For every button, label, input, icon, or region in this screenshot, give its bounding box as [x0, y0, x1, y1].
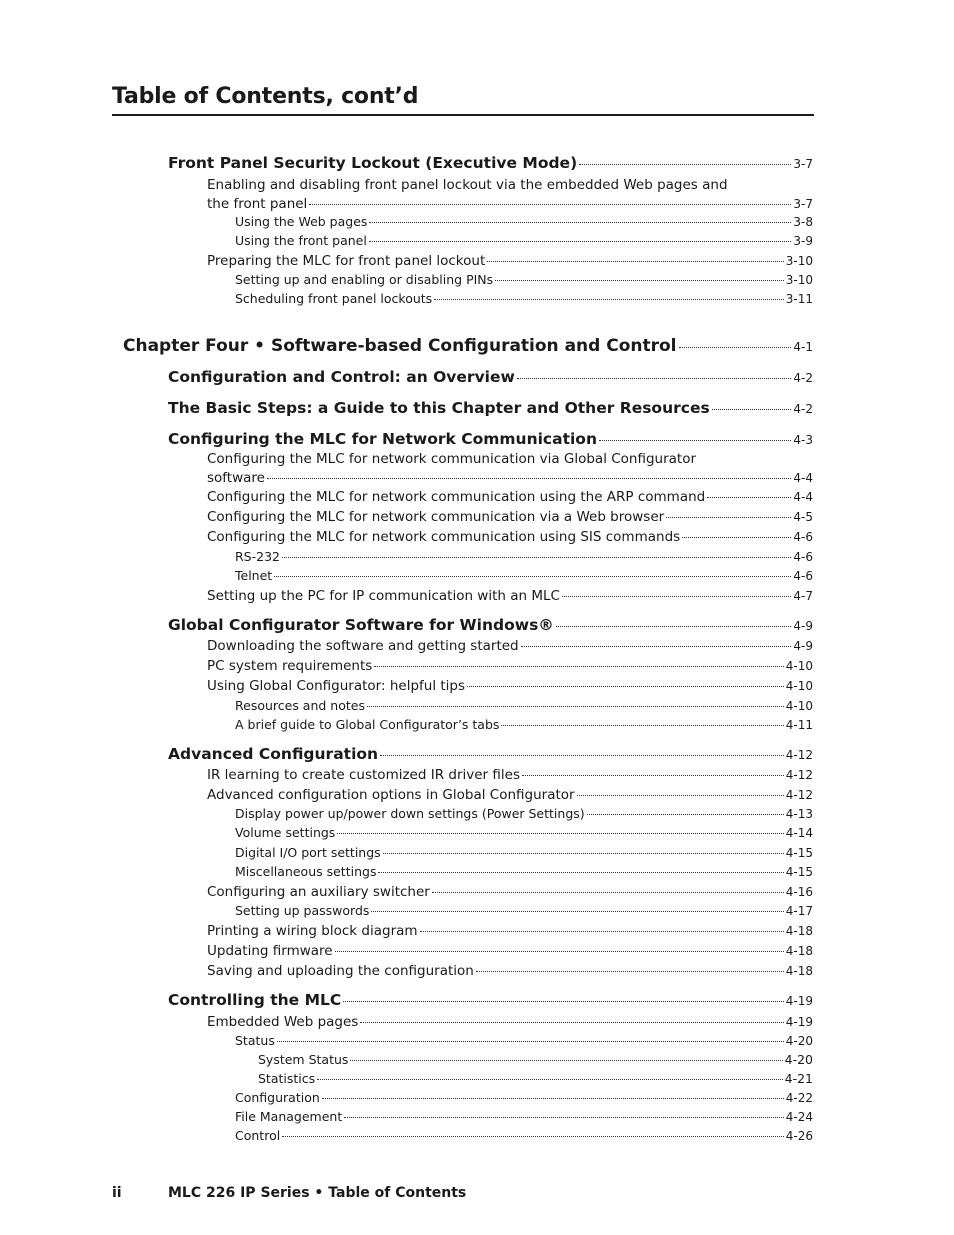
toc-entry-page: 4-10: [785, 659, 813, 673]
toc-dot-leader: [282, 557, 791, 558]
toc-dot-leader: [367, 706, 784, 707]
toc-entry[interactable]: [235, 233, 813, 248]
toc-entry[interactable]: [235, 903, 813, 918]
toc-entry[interactable]: [207, 658, 813, 674]
toc-dot-leader: [383, 853, 784, 854]
toc-entry-title: Control: [235, 1128, 281, 1143]
toc-entry-title: Digital I/O port settings: [235, 845, 381, 860]
toc-entry-page: 3-10: [785, 254, 813, 268]
toc-entry[interactable]: [207, 884, 813, 900]
toc-entry-page: 4-12: [785, 788, 813, 802]
toc-entry-page: 4-20: [785, 1034, 813, 1048]
toc-entry-page: 3-7: [793, 157, 813, 171]
toc-dot-leader: [360, 1022, 783, 1023]
toc-dot-leader: [562, 596, 791, 597]
toc-entry[interactable]: [207, 529, 813, 545]
toc-entry-title: Using Global Configurator: helpful tips: [207, 678, 466, 694]
toc-entry-page: 4-18: [785, 964, 813, 978]
toc-entry-page: 3-8: [793, 215, 813, 229]
toc-entry-title: Setting up passwords: [235, 903, 370, 918]
toc-dot-leader: [467, 686, 784, 687]
toc-entry-title: Resources and notes: [235, 698, 365, 713]
toc-entry[interactable]: [235, 825, 813, 840]
toc-entry[interactable]: [235, 568, 813, 583]
toc-entry[interactable]: [207, 638, 813, 654]
toc-dot-leader: [434, 299, 784, 300]
toc-entry[interactable]: [235, 864, 813, 879]
toc-entry[interactable]: [207, 489, 813, 505]
toc-entry-page: 4-3: [793, 433, 813, 447]
toc-dot-leader: [587, 814, 784, 815]
toc-dot-leader: [282, 1136, 784, 1137]
toc-entry-title: software: [207, 470, 265, 486]
toc-dot-leader: [517, 378, 792, 379]
page-title: Table of Contents, cont’d: [112, 84, 814, 116]
toc-entry-title: Using the front panel: [235, 233, 367, 248]
toc-dot-leader: [322, 1098, 784, 1099]
toc-entry[interactable]: [123, 336, 813, 356]
toc-entry-page: 4-2: [793, 402, 813, 416]
toc-dot-leader: [556, 626, 792, 627]
toc-entry-page: 4-14: [785, 826, 813, 840]
toc-entry[interactable]: [235, 1090, 813, 1105]
toc-entry-page: 4-13: [785, 807, 813, 821]
toc-entry-title: PC system requirements: [207, 658, 373, 674]
toc-entry-page: 4-19: [785, 1015, 813, 1029]
toc-entry-title: Statistics: [258, 1071, 316, 1086]
toc-dot-leader: [369, 222, 791, 223]
toc-entry-title: Advanced configuration options in Global Configurator: [207, 787, 575, 803]
toc-entry[interactable]: [207, 943, 813, 959]
toc-entry-title: Embedded Web pages: [207, 1014, 359, 1030]
toc-entry[interactable]: [258, 1052, 813, 1067]
toc-entry[interactable]: [168, 991, 813, 1009]
toc-entry-page: 4-12: [785, 748, 813, 762]
toc-entry-title: Configuring the MLC for network communication using the ARP command: [207, 489, 706, 505]
toc-entry-title: Setting up and enabling or disabling PINs: [235, 272, 494, 287]
toc-entry-page: 4-6: [793, 569, 813, 583]
toc-entry-title: Using the Web pages: [235, 214, 368, 229]
toc-entry-title: Updating firmware: [207, 943, 333, 959]
toc-entry-page: 4-6: [793, 550, 813, 564]
toc-dot-leader: [317, 1079, 782, 1080]
toc-dot-leader: [712, 409, 792, 410]
footer-running-title: MLC 226 IP Series • Table of Contents: [168, 1185, 467, 1201]
toc-entry-title: Downloading the software and getting started: [207, 638, 519, 654]
toc-dot-leader: [501, 725, 783, 726]
toc-entry-page: 4-10: [785, 679, 813, 693]
toc-dot-leader: [495, 280, 784, 281]
toc-entry-title: Miscellaneous settings: [235, 864, 377, 879]
toc-entry[interactable]: [235, 1109, 813, 1124]
toc-entry[interactable]: [207, 253, 813, 269]
toc-entry-page: 4-7: [793, 589, 813, 603]
toc-dot-leader: [378, 872, 783, 873]
toc-dot-leader: [371, 911, 783, 912]
footer-page-number: ii: [112, 1185, 122, 1201]
toc-entry-page: 4-4: [793, 490, 813, 504]
toc-entry[interactable]: [235, 272, 813, 287]
toc-entry-title: the front panel: [207, 196, 308, 212]
toc-dot-leader: [369, 241, 792, 242]
toc-entry-page: 4-1: [793, 340, 813, 354]
toc-dot-leader: [522, 775, 784, 776]
toc-entry[interactable]: [207, 767, 813, 783]
toc-entry[interactable]: [235, 291, 813, 306]
toc-dot-leader: [682, 537, 791, 538]
toc-entry[interactable]: [235, 717, 813, 732]
toc-entry-page: 4-18: [785, 924, 813, 938]
toc-dot-leader: [335, 951, 784, 952]
toc-entry-title: File Management: [235, 1109, 343, 1124]
toc-entry[interactable]: [207, 923, 813, 939]
toc-entry-page: 4-2: [793, 371, 813, 385]
toc-entry[interactable]: [258, 1071, 813, 1086]
toc-dot-leader: [344, 1117, 784, 1118]
toc-dot-leader: [343, 1001, 784, 1002]
toc-entry-page: 4-21: [784, 1071, 813, 1086]
toc-entry-page: 4-15: [785, 865, 813, 879]
toc-entry[interactable]: [235, 549, 813, 564]
toc-dot-leader: [476, 971, 784, 972]
toc-dot-leader: [679, 347, 792, 348]
toc-entry-title: Global Configurator Software for Windows®: [168, 616, 554, 634]
toc-dot-leader: [577, 795, 784, 796]
toc-entry-page: 3-11: [785, 292, 813, 306]
toc-entry-title: Saving and uploading the configuration: [207, 963, 474, 979]
toc-entry-title: Chapter Four • Software-based Configuration and Control: [123, 336, 677, 356]
toc-entry-page: 3-10: [785, 273, 813, 287]
toc-entry-title: Configuration: [235, 1090, 320, 1105]
toc-entry-page: 4-24: [785, 1110, 813, 1124]
toc-entry-title: Telnet: [235, 568, 273, 583]
toc-dot-leader: [420, 931, 784, 932]
toc-entry[interactable]: [207, 1014, 813, 1030]
toc-entry[interactable]: [235, 214, 813, 229]
toc-entry[interactable]: [207, 678, 813, 694]
toc-entry-title: The Basic Steps: a Guide to this Chapter and Other Resources: [168, 399, 710, 417]
toc-entry-title: Advanced Configuration: [168, 745, 379, 763]
toc-dot-leader: [337, 833, 783, 834]
toc-entry-title: Preparing the MLC for front panel lockout: [207, 253, 486, 269]
toc-entry-title: Printing a wiring block diagram: [207, 923, 418, 939]
toc-entry-title: Configuring the MLC for network communication using SIS commands: [207, 529, 681, 545]
toc-entry[interactable]: [168, 616, 813, 634]
toc-dot-leader: [579, 164, 791, 165]
toc-entry-page: 4-9: [793, 639, 813, 653]
toc-entry[interactable]: [168, 154, 813, 172]
toc-dot-leader: [521, 646, 792, 647]
toc-dot-leader: [267, 478, 791, 479]
toc-entry-page: 4-6: [793, 530, 813, 544]
toc-dot-leader: [666, 517, 791, 518]
toc-dot-leader: [274, 576, 791, 577]
toc-dot-leader: [374, 666, 783, 667]
toc-entry-page: 4-16: [785, 885, 813, 899]
toc-entry-line1: Configuring the MLC for network communication via Global Configurator: [207, 451, 697, 467]
toc-entry-title: Setting up the PC for IP communication with an MLC: [207, 588, 560, 604]
toc-entry[interactable]: [207, 963, 813, 979]
toc-entry-page: 4-19: [785, 994, 813, 1008]
toc-dot-leader: [599, 440, 791, 441]
toc-entry-title: Volume settings: [235, 825, 336, 840]
toc-entry-page: 4-9: [793, 619, 813, 633]
toc-entry-title: Controlling the MLC: [168, 991, 342, 1009]
toc-entry[interactable]: [235, 1033, 813, 1048]
toc-entry-line1: Enabling and disabling front panel lockout via the embedded Web pages and: [207, 177, 728, 193]
toc-dot-leader: [309, 204, 791, 205]
toc-entry-page: 4-15: [785, 846, 813, 860]
toc-entry[interactable]: [235, 698, 813, 713]
toc-entry-page: 4-17: [785, 904, 813, 918]
toc-dot-leader: [350, 1060, 782, 1061]
toc-dot-leader: [707, 497, 791, 498]
toc-entry-page: 4-26: [785, 1129, 813, 1143]
toc-entry-title: A brief guide to Global Configurator’s tabs: [235, 717, 500, 732]
toc-entry[interactable]: [168, 745, 813, 763]
toc-entry-title: IR learning to create customized IR driver files: [207, 767, 520, 783]
toc-entry-page: 4-20: [784, 1052, 813, 1067]
toc-entry[interactable]: [235, 845, 813, 860]
toc-entry[interactable]: [207, 787, 813, 803]
toc-entry-title: Configuring the MLC for Network Communication: [168, 430, 597, 448]
toc-entry-title: System Status: [258, 1052, 349, 1067]
toc-entry[interactable]: [235, 1128, 813, 1143]
toc-entry-title: Status: [235, 1033, 275, 1048]
toc-entry-title: Configuration and Control: an Overview: [168, 368, 515, 386]
toc-dot-leader: [487, 261, 784, 262]
toc-entry-title: Configuring the MLC for network communication via a Web browser: [207, 509, 665, 525]
toc-entry[interactable]: [207, 588, 813, 604]
toc-entry-title: Front Panel Security Lockout (Executive Mode): [168, 154, 578, 172]
toc-entry-title: Display power up/power down settings (Power Settings): [235, 806, 585, 821]
toc-dot-leader: [380, 755, 784, 756]
toc-entry[interactable]: [168, 430, 813, 448]
toc-entry-page: 4-12: [785, 768, 813, 782]
toc-dot-leader: [432, 892, 784, 893]
toc-entry-page: 3-7: [793, 197, 813, 211]
toc-entry-page: 3-9: [793, 234, 813, 248]
toc-entry[interactable]: [207, 470, 813, 486]
toc-entry-title: RS-232: [235, 549, 280, 564]
toc-entry-page: 4-11: [785, 718, 813, 732]
toc-entry-title: Configuring an auxiliary switcher: [207, 884, 430, 900]
toc-entry[interactable]: [207, 509, 813, 525]
toc-entry-page: 4-10: [785, 699, 813, 713]
toc-entry[interactable]: [235, 806, 813, 821]
toc-entry-title: Scheduling front panel lockouts: [235, 291, 433, 306]
toc-entry-page: 4-4: [793, 471, 813, 485]
toc-entry[interactable]: [207, 196, 813, 212]
toc-entry[interactable]: [168, 368, 813, 386]
toc-entry-page: 4-18: [785, 944, 813, 958]
toc-entry-page: 4-5: [793, 510, 813, 524]
toc-entry-page: 4-22: [785, 1091, 813, 1105]
toc-dot-leader: [277, 1041, 784, 1042]
toc-entry[interactable]: [168, 399, 813, 417]
